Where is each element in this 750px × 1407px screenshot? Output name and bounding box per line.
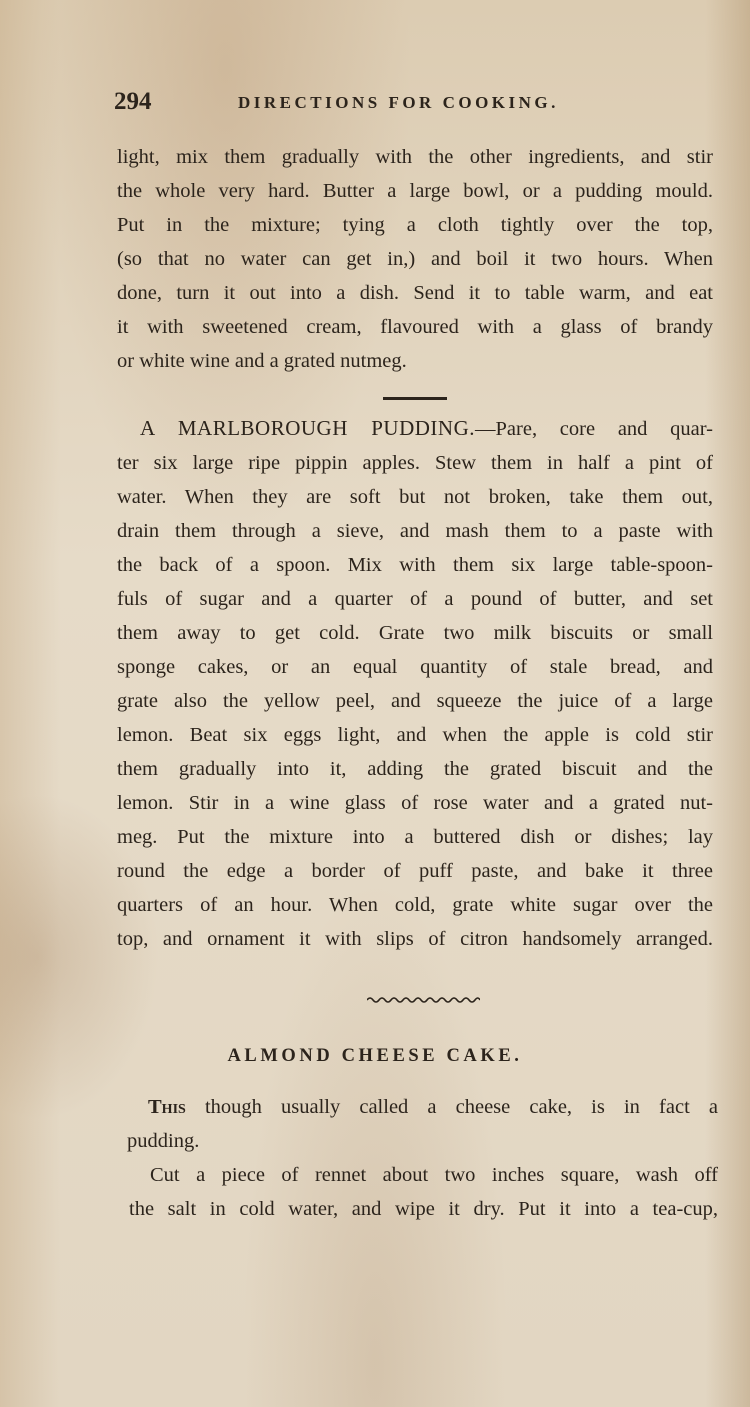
page-header [114,88,714,124]
text-line: (so that no water can get in,) and boil it two hours. When [117,248,713,270]
text-line: or white wine and a grated nutmeg. [117,350,407,372]
text-line: quarters of an hour. When cold, grate white sugar over the [117,894,713,916]
page-number: 294 [114,88,152,115]
text-line: pudding. [127,1130,200,1152]
section-divider [383,397,447,400]
text-line: them away to get cold. Grate two milk biscuits or small [117,622,713,644]
recipe-text: —Pare, core and quar- [475,418,714,440]
text-line: Put in the mixture; tying a cloth tightly over the top, [117,214,713,236]
text-line: the back of a spoon. Mix with them six large table-spoon- [117,554,713,576]
intro-text: though usually called a cheese cake, is in fact a [185,1096,718,1118]
recipe-title: A MARLBOROUGH PUDDING. [140,416,476,440]
text-line: lemon. Stir in a wine glass of rose water and a grated nut- [117,792,713,814]
running-head: DIRECTIONS FOR COOKING. [238,93,559,112]
text-line: sponge cakes, or an equal quantity of stale bread, and [117,656,713,678]
text-line: fuls of sugar and a quarter of a pound of butter, and set [117,588,713,610]
intro-first-word: This [148,1096,186,1118]
intro-line [148,1094,718,1120]
text-line: meg. Put the mixture into a buttered dish or dishes; lay [117,826,713,848]
text-line: the salt in cold water, and wipe it dry. Put it into a tea-cup, [129,1198,718,1220]
text-line: them gradually into it, adding the grated biscuit and the [117,758,713,780]
text-line: Cut a piece of rennet about two inches square, wash off [150,1164,718,1186]
ornamental-squiggle [367,996,480,1004]
text-line: round the edge a border of puff paste, and bake it three [117,860,713,882]
text-line: drain them through a sieve, and mash them to a paste with [117,520,713,542]
text-line: light, mix them gradually with the other ingredients, and stir [117,146,713,168]
text-line: lemon. Beat six eggs light, and when the apple is cold stir [117,724,713,746]
text-line: water. When they are soft but not broken, take them out, [117,486,713,508]
text-line: it with sweetened cream, flavoured with a glass of brandy [117,316,713,338]
text-line: the whole very hard. Butter a large bowl, or a pudding mould. [117,180,713,202]
text-line: ter six large ripe pippin apples. Stew them in half a pint of [117,452,713,474]
text-line: top, and ornament it with slips of citron handsomely arranged. [117,928,713,950]
text-line: grate also the yellow peel, and squeeze the juice of a large [117,690,713,712]
recipe-first-line [140,415,713,441]
text-line: done, turn it out into a dish. Send it to table warm, and eat [117,282,713,304]
section-title: ALMOND CHEESE CAKE. [227,1046,523,1066]
